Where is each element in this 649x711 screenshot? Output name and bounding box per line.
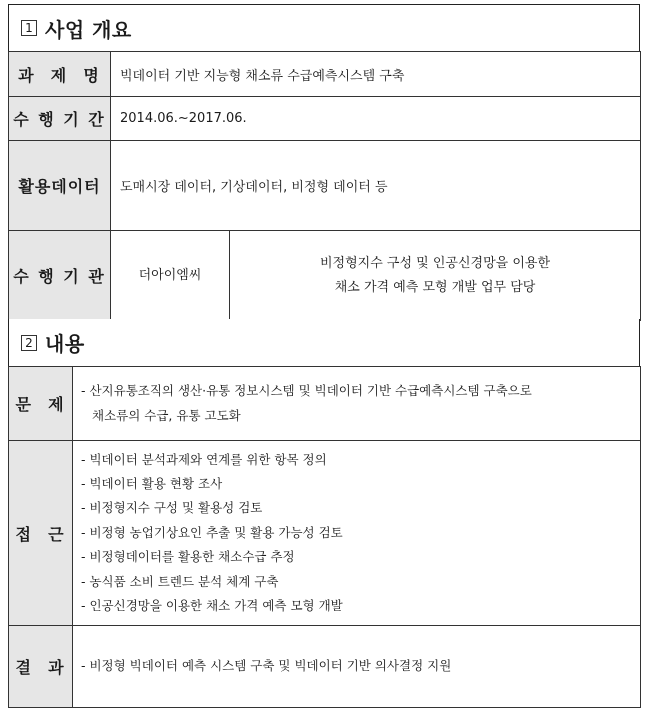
approach-content <box>73 441 641 626</box>
row-result <box>9 626 641 708</box>
approach-item: - 빅데이터 활용 현황 조사 <box>81 475 223 491</box>
data-used-value: 도매시장 데이터, 기상데이터, 비정형 데이터 등 <box>111 141 641 231</box>
row-period <box>9 97 641 141</box>
approach-item: - 빅데이터 분석과제와 연계를 위한 항목 정의 <box>81 451 327 467</box>
project-name-label: 과 제 명 <box>9 52 111 97</box>
organization-role <box>230 231 641 321</box>
period-label: 수 행 기 간 <box>9 97 111 141</box>
section1-title-bar <box>8 4 640 52</box>
section1-title: 사업 개요 <box>45 17 132 42</box>
problem-content <box>73 367 641 441</box>
problem-line1: - 산지유통조직의 생산·유통 정보시스템 및 빅데이터 기반 수급예측시스템 구축으로 <box>81 383 532 399</box>
approach-item: - 농식품 소비 트렌드 분석 체계 구축 <box>81 573 279 589</box>
row-data-used <box>9 141 641 231</box>
section2-title-bar <box>8 319 640 367</box>
row-problem <box>9 367 641 441</box>
organization-role-line2: 채소 가격 예측 모형 개발 업무 담당 <box>334 279 536 295</box>
approach-item: - 비정형 농업기상요인 추출 및 활용 가능성 검토 <box>81 524 343 540</box>
row-approach <box>9 441 641 626</box>
row-organization <box>9 231 641 321</box>
section1-number: 1 <box>21 20 37 36</box>
approach-label: 접 근 <box>9 441 73 626</box>
approach-item: - 비정형지수 구성 및 활용성 검토 <box>81 500 263 516</box>
problem-line2: 채소류의 수급, 유통 고도화 <box>92 407 241 423</box>
organization-name: 더아이엠씨 <box>111 231 230 321</box>
section2-number: 2 <box>21 335 37 351</box>
organization-label: 수 행 기 관 <box>9 231 111 321</box>
period-value: 2014.06.~2017.06. <box>111 97 641 141</box>
approach-item: - 인공신경망을 이용한 채소 가격 예측 모형 개발 <box>81 598 343 614</box>
result-line: - 비정형 빅데이터 예측 시스템 구축 및 빅데이터 기반 의사결정 지원 <box>81 658 452 674</box>
organization-role-line1: 비정형지수 구성 및 인공신경망을 이용한 <box>320 255 551 271</box>
section2-title: 내용 <box>45 332 85 356</box>
content-table <box>8 366 641 708</box>
project-name-value: 빅데이터 기반 지능형 채소류 수급예측시스템 구축 <box>111 52 641 97</box>
result-content <box>73 626 641 708</box>
approach-item: - 비정형데이터를 활용한 채소수급 추정 <box>81 549 295 565</box>
result-label: 결 과 <box>9 626 73 708</box>
overview-table <box>8 51 641 321</box>
problem-label: 문 제 <box>9 367 73 441</box>
row-project-name <box>9 52 641 97</box>
data-used-label: 활용데이터 <box>9 141 111 231</box>
